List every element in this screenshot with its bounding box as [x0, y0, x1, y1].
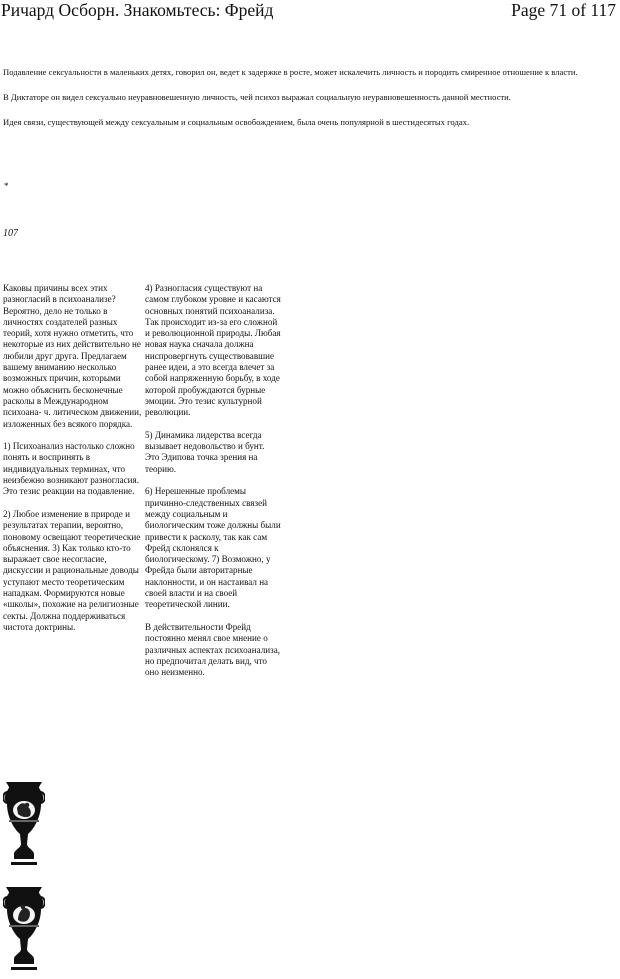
greek-vase-icon [3, 883, 45, 979]
document-title: Ричард Осборн. Знакомьтесь: Фрейд [1, 0, 274, 20]
page-number: Page 71 of 117 [511, 0, 616, 20]
intro-paragraph: Подавление сексуальности в маленьких детях, говорил он, ведет к задержке в росте, может искалечить личность и породить смиренное отношение к власти. [3, 67, 578, 77]
column-paragraph: 6) Нерешенные проблемы причинно-следственных связей между социальным и биологическим тоже должны были привести к расколу, так как сам Фрейд склонялся к биологическому. 7) Возможно, у Фрейда были авторитарные наклонности, и он настаивал на своей власти и на своей теоретической линии. [145, 486, 281, 610]
column-paragraph: 2) Любое изменение в природе и результатах терапии, вероятно, поновому освещают теоретические объяснения. 3) Как только кто-то выражает свое несогласие, дискуссии и рациональные доводы уступают место теоретическим нападкам. Формируются новые «школы», похожие на религиозные секты. Должна поддерживаться чистота доктрины. [3, 508, 141, 632]
page-header [0, 0, 620, 26]
original-page-folio: 107 [3, 228, 18, 239]
column-paragraph: 4) Разногласия существуют на самом глубоком уровне и касаются основных понятий психоанализа. Так происходит из-за его сложной и революционной природы. Любая новая наука сначала должна ниспровергнуть существовавшие ранее идеи, а это всегда влечет за собой напряженную борьбу, в ходе которой пробуждаются бурные эмоции. Это тезис культурной революции. [145, 283, 281, 418]
footnote-asterisk: * [4, 181, 9, 191]
intro-paragraph: В Диктаторе он видел сексуально неуравновешенную личность, чей психоз выражал социальную неуравновешенность данной местности. [3, 92, 511, 103]
column-paragraph: 1) Психоанализ настолько сложно понять и воспринять в индивидуальных терминах, что неизбежно возникают разногласия. Это тезис реакции на подавление. [3, 441, 140, 497]
greek-vase-icon [3, 778, 45, 874]
column-paragraph: Каковы причины всех этих разногласий в психоанализе? Вероятно, дело не только в личностях создателей разных теорий, хотя нужно отметить, что некоторые из них действительно не любили друг друга. Предлагаем вашему вниманию несколько возможных причин, которыми можно объяснить бесконечные расколы в Международном психоана- ч. литическом движении, изложенных без всякого порядка. [3, 283, 142, 429]
column-paragraph: В действительности Фрейд постоянно менял свое мнение о различных аспектах психоанализа, но предпочитал делать вид, что оно неизменно. [145, 621, 281, 678]
right-column [145, 283, 281, 690]
intro-text [3, 67, 615, 142]
intro-paragraph: Идея связи, существующей между сексуальным и социальным освобождением, была очень популярной в шестидесятых годах. [3, 117, 470, 128]
column-paragraph: 5) Динамика лидерства всегда вызывает недовольство и бунт. Это Эдипова точка зрения на теорию. [145, 429, 265, 474]
left-column [3, 283, 143, 645]
